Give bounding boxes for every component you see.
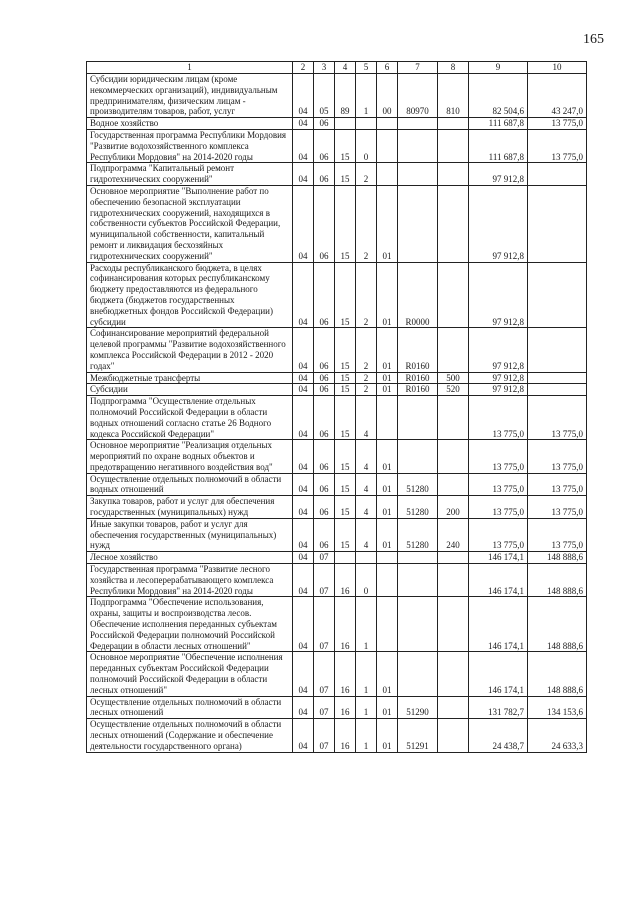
amount-year2-cell: 13 775,0 xyxy=(528,496,587,519)
activity-cell: 01 xyxy=(377,518,398,551)
row-name-cell: Расходы республиканского бюджета, в целях софинансирования которых республиканскому бюджету предоставляются из федерального бюджета (бюджетов государственных внебюджетных фондов Российской Федерации) субсидии xyxy=(87,262,293,328)
program-cell: 16 xyxy=(335,696,356,719)
amount-year2-cell: 13 775,0 xyxy=(528,118,587,130)
row-name-cell: Водное хозяйство xyxy=(87,118,293,130)
activity-cell: 01 xyxy=(377,372,398,384)
expense-type-cell xyxy=(438,652,469,696)
subsection-cell: 06 xyxy=(314,262,335,328)
subprogram-cell xyxy=(356,118,377,130)
amount-year2-cell: 134 153,6 xyxy=(528,696,587,719)
subsection-cell: 07 xyxy=(314,652,335,696)
amount-year2-cell: 148 888,6 xyxy=(528,552,587,564)
activity-cell: 01 xyxy=(377,696,398,719)
direction-cell: 51280 xyxy=(398,496,438,519)
section-cell: 04 xyxy=(293,652,314,696)
row-name-cell: Подпрограмма "Осуществление отдельных полномочий Российской Федерации в области водных отношений согласно статье 26 Водного кодекса Российской Федерации" xyxy=(87,396,293,440)
subprogram-cell: 2 xyxy=(356,328,377,372)
subprogram-cell: 1 xyxy=(356,74,377,118)
direction-cell: 51280 xyxy=(398,473,438,496)
amount-year1-cell: 97 912,8 xyxy=(469,262,528,328)
program-cell: 15 xyxy=(335,372,356,384)
subprogram-cell: 0 xyxy=(356,129,377,162)
col-header: 4 xyxy=(335,62,356,74)
amount-year2-cell: 13 775,0 xyxy=(528,518,587,551)
amount-year1-cell: 13 775,0 xyxy=(469,518,528,551)
activity-cell: 00 xyxy=(377,74,398,118)
row-name-cell: Субсидии юридическим лицам (кроме некоммерческих организаций), индивидуальным предпринимателям, физическим лицам - производителям товаров, работ, услуг xyxy=(87,74,293,118)
table-row xyxy=(87,262,587,328)
program-cell xyxy=(335,552,356,564)
section-cell: 04 xyxy=(293,118,314,130)
amount-year2-cell xyxy=(528,262,587,328)
table-row xyxy=(87,129,587,162)
activity-cell: 01 xyxy=(377,496,398,519)
section-cell: 04 xyxy=(293,440,314,473)
expense-type-cell xyxy=(438,185,469,262)
expense-type-cell: 810 xyxy=(438,74,469,118)
subprogram-cell: 2 xyxy=(356,185,377,262)
table-row xyxy=(87,518,587,551)
amount-year2-cell: 13 775,0 xyxy=(528,440,587,473)
col-header: 10 xyxy=(528,62,587,74)
subsection-cell: 06 xyxy=(314,129,335,162)
section-cell: 04 xyxy=(293,163,314,186)
subsection-cell: 06 xyxy=(314,163,335,186)
direction-cell: R0160 xyxy=(398,384,438,396)
direction-cell: 80970 xyxy=(398,74,438,118)
amount-year2-cell: 43 247,0 xyxy=(528,74,587,118)
amount-year2-cell: 148 888,6 xyxy=(528,564,587,597)
program-cell xyxy=(335,118,356,130)
amount-year2-cell: 13 775,0 xyxy=(528,129,587,162)
amount-year2-cell: 148 888,6 xyxy=(528,597,587,652)
amount-year1-cell: 82 504,6 xyxy=(469,74,528,118)
table-row xyxy=(87,440,587,473)
subprogram-cell: 2 xyxy=(356,163,377,186)
expense-type-cell xyxy=(438,396,469,440)
direction-cell: R0000 xyxy=(398,262,438,328)
direction-cell xyxy=(398,129,438,162)
subprogram-cell: 0 xyxy=(356,564,377,597)
program-cell: 15 xyxy=(335,328,356,372)
amount-year1-cell: 13 775,0 xyxy=(469,396,528,440)
activity-cell xyxy=(377,564,398,597)
row-name-cell: Основное мероприятие "Обеспечение исполнения переданных субъектам Российской Федерации полномочий Российской Федерации в области лесных отношений" xyxy=(87,652,293,696)
amount-year1-cell: 146 174,1 xyxy=(469,564,528,597)
expense-type-cell: 520 xyxy=(438,384,469,396)
amount-year2-cell: 13 775,0 xyxy=(528,473,587,496)
subprogram-cell: 2 xyxy=(356,262,377,328)
activity-cell: 01 xyxy=(377,328,398,372)
col-header: 9 xyxy=(469,62,528,74)
subsection-cell: 06 xyxy=(314,118,335,130)
activity-cell xyxy=(377,552,398,564)
subprogram-cell: 2 xyxy=(356,372,377,384)
row-name-cell: Софинансирование мероприятий федеральной целевой программы "Развитие водохозяйственного комплекса Российской Федерации в 2012 - 2020 годах" xyxy=(87,328,293,372)
col-header: 3 xyxy=(314,62,335,74)
subprogram-cell: 1 xyxy=(356,696,377,719)
section-cell: 04 xyxy=(293,328,314,372)
expense-type-cell xyxy=(438,719,469,752)
row-name-cell: Осуществление отдельных полномочий в области лесных отношений (Содержание и обеспечение деятельности государственного органа) xyxy=(87,719,293,752)
amount-year2-cell xyxy=(528,384,587,396)
subsection-cell: 06 xyxy=(314,372,335,384)
budget-table xyxy=(86,61,587,753)
direction-cell: 51290 xyxy=(398,696,438,719)
expense-type-cell: 200 xyxy=(438,496,469,519)
program-cell: 15 xyxy=(335,384,356,396)
program-cell: 16 xyxy=(335,597,356,652)
amount-year1-cell: 146 174,1 xyxy=(469,552,528,564)
subsection-cell: 06 xyxy=(314,518,335,551)
program-cell: 16 xyxy=(335,719,356,752)
table-row xyxy=(87,696,587,719)
table-row xyxy=(87,163,587,186)
program-cell: 15 xyxy=(335,129,356,162)
direction-cell xyxy=(398,163,438,186)
section-cell: 04 xyxy=(293,552,314,564)
activity-cell: 01 xyxy=(377,473,398,496)
table-row xyxy=(87,652,587,696)
program-cell: 15 xyxy=(335,473,356,496)
amount-year1-cell: 146 174,1 xyxy=(469,652,528,696)
table-row xyxy=(87,372,587,384)
subsection-cell: 06 xyxy=(314,473,335,496)
expense-type-cell xyxy=(438,564,469,597)
table-row xyxy=(87,328,587,372)
section-cell: 04 xyxy=(293,496,314,519)
section-cell: 04 xyxy=(293,518,314,551)
table-row xyxy=(87,185,587,262)
subsection-cell: 07 xyxy=(314,719,335,752)
amount-year1-cell: 97 912,8 xyxy=(469,328,528,372)
activity-cell xyxy=(377,129,398,162)
row-name-cell: Лесное хозяйство xyxy=(87,552,293,564)
amount-year2-cell xyxy=(528,372,587,384)
amount-year1-cell: 111 687,8 xyxy=(469,129,528,162)
subsection-cell: 05 xyxy=(314,74,335,118)
table-row xyxy=(87,564,587,597)
direction-cell xyxy=(398,652,438,696)
activity-cell: 01 xyxy=(377,262,398,328)
activity-cell: 01 xyxy=(377,185,398,262)
col-header: 1 xyxy=(87,62,293,74)
subsection-cell: 06 xyxy=(314,496,335,519)
subprogram-cell: 1 xyxy=(356,719,377,752)
activity-cell xyxy=(377,118,398,130)
section-cell: 04 xyxy=(293,185,314,262)
expense-type-cell xyxy=(438,129,469,162)
row-name-cell: Подпрограмма "Капитальный ремонт гидротехнических сооружений" xyxy=(87,163,293,186)
expense-type-cell xyxy=(438,163,469,186)
subprogram-cell: 4 xyxy=(356,496,377,519)
program-cell: 15 xyxy=(335,262,356,328)
subsection-cell: 06 xyxy=(314,185,335,262)
program-cell: 15 xyxy=(335,518,356,551)
subprogram-cell: 4 xyxy=(356,396,377,440)
subsection-cell: 06 xyxy=(314,440,335,473)
expense-type-cell xyxy=(438,440,469,473)
row-name-cell: Иные закупки товаров, работ и услуг для обеспечения государственных (муниципальных) нужд xyxy=(87,518,293,551)
program-cell: 16 xyxy=(335,564,356,597)
subprogram-cell: 4 xyxy=(356,440,377,473)
amount-year1-cell: 97 912,8 xyxy=(469,163,528,186)
subprogram-cell: 2 xyxy=(356,384,377,396)
row-name-cell: Осуществление отдельных полномочий в области водных отношений xyxy=(87,473,293,496)
amount-year1-cell: 97 912,8 xyxy=(469,372,528,384)
program-cell: 15 xyxy=(335,185,356,262)
expense-type-cell xyxy=(438,552,469,564)
table-row xyxy=(87,552,587,564)
section-cell: 04 xyxy=(293,396,314,440)
row-name-cell: Основное мероприятие "Выполнение работ по обеспечению безопасной эксплуатации гидротехнических сооружений, находящихся в собственности субъектов Российской Федерации, муниципальной собственности, капитальный ремонт и ликвидация бесхозяйных гидротехнических сооружений" xyxy=(87,185,293,262)
activity-cell: 01 xyxy=(377,719,398,752)
direction-cell xyxy=(398,552,438,564)
expense-type-cell xyxy=(438,118,469,130)
program-cell: 15 xyxy=(335,396,356,440)
subprogram-cell: 4 xyxy=(356,518,377,551)
row-name-cell: Субсидии xyxy=(87,384,293,396)
amount-year1-cell: 13 775,0 xyxy=(469,496,528,519)
subsection-cell: 06 xyxy=(314,396,335,440)
subsection-cell: 06 xyxy=(314,384,335,396)
section-cell: 04 xyxy=(293,262,314,328)
subsection-cell: 07 xyxy=(314,552,335,564)
table-header-row xyxy=(87,62,587,74)
table-row xyxy=(87,384,587,396)
subprogram-cell: 1 xyxy=(356,652,377,696)
amount-year1-cell: 13 775,0 xyxy=(469,473,528,496)
table-row xyxy=(87,597,587,652)
direction-cell xyxy=(398,597,438,652)
activity-cell: 01 xyxy=(377,652,398,696)
section-cell: 04 xyxy=(293,473,314,496)
amount-year1-cell: 131 782,7 xyxy=(469,696,528,719)
section-cell: 04 xyxy=(293,384,314,396)
amount-year2-cell: 13 775,0 xyxy=(528,396,587,440)
expense-type-cell xyxy=(438,597,469,652)
expense-type-cell: 500 xyxy=(438,372,469,384)
expense-type-cell xyxy=(438,328,469,372)
table-row xyxy=(87,719,587,752)
expense-type-cell: 240 xyxy=(438,518,469,551)
activity-cell: 01 xyxy=(377,440,398,473)
amount-year2-cell xyxy=(528,328,587,372)
col-header: 7 xyxy=(398,62,438,74)
amount-year1-cell: 111 687,8 xyxy=(469,118,528,130)
expense-type-cell xyxy=(438,696,469,719)
activity-cell: 01 xyxy=(377,384,398,396)
subsection-cell: 07 xyxy=(314,696,335,719)
subsection-cell: 07 xyxy=(314,597,335,652)
direction-cell xyxy=(398,396,438,440)
row-name-cell: Закупка товаров, работ и услуг для обеспечения государственных (муниципальных) нужд xyxy=(87,496,293,519)
expense-type-cell xyxy=(438,473,469,496)
col-header: 6 xyxy=(377,62,398,74)
amount-year1-cell: 24 438,7 xyxy=(469,719,528,752)
program-cell: 16 xyxy=(335,652,356,696)
amount-year1-cell: 97 912,8 xyxy=(469,185,528,262)
subprogram-cell: 4 xyxy=(356,473,377,496)
direction-cell: 51291 xyxy=(398,719,438,752)
activity-cell xyxy=(377,597,398,652)
amount-year2-cell xyxy=(528,185,587,262)
table-row xyxy=(87,118,587,130)
section-cell: 04 xyxy=(293,696,314,719)
col-header: 2 xyxy=(293,62,314,74)
section-cell: 04 xyxy=(293,372,314,384)
subsection-cell: 06 xyxy=(314,328,335,372)
table-row xyxy=(87,74,587,118)
row-name-cell: Подпрограмма "Обеспечение использования, охраны, защиты и воспроизводства лесов. Обеспечение исполнения переданных субъектам Российской Федерации полномочий Российской Федерации в области лесных отношений" xyxy=(87,597,293,652)
subprogram-cell xyxy=(356,552,377,564)
row-name-cell: Государственная программа Республики Мордовия "Развитие водохозяйственного комплекса Республики Мордовия" на 2014-2020 годы xyxy=(87,129,293,162)
table-row xyxy=(87,496,587,519)
table-row xyxy=(87,473,587,496)
direction-cell: R0160 xyxy=(398,372,438,384)
row-name-cell: Межбюджетные трансферты xyxy=(87,372,293,384)
direction-cell xyxy=(398,440,438,473)
subsection-cell: 07 xyxy=(314,564,335,597)
activity-cell xyxy=(377,163,398,186)
amount-year1-cell: 146 174,1 xyxy=(469,597,528,652)
page-number: 165 xyxy=(583,32,604,47)
direction-cell: 51280 xyxy=(398,518,438,551)
section-cell: 04 xyxy=(293,719,314,752)
row-name-cell: Осуществление отдельных полномочий в области лесных отношений xyxy=(87,696,293,719)
amount-year2-cell: 148 888,6 xyxy=(528,652,587,696)
program-cell: 15 xyxy=(335,163,356,186)
col-header: 8 xyxy=(438,62,469,74)
section-cell: 04 xyxy=(293,129,314,162)
direction-cell xyxy=(398,185,438,262)
direction-cell xyxy=(398,564,438,597)
section-cell: 04 xyxy=(293,564,314,597)
amount-year2-cell xyxy=(528,163,587,186)
section-cell: 04 xyxy=(293,74,314,118)
program-cell: 89 xyxy=(335,74,356,118)
program-cell: 15 xyxy=(335,440,356,473)
amount-year2-cell: 24 633,3 xyxy=(528,719,587,752)
table-row xyxy=(87,396,587,440)
amount-year1-cell: 97 912,8 xyxy=(469,384,528,396)
col-header: 5 xyxy=(356,62,377,74)
subprogram-cell: 1 xyxy=(356,597,377,652)
amount-year1-cell: 13 775,0 xyxy=(469,440,528,473)
program-cell: 15 xyxy=(335,496,356,519)
row-name-cell: Основное мероприятие "Реализация отдельных мероприятий по охране водных объектов и предотвращению негативного воздействия вод" xyxy=(87,440,293,473)
direction-cell xyxy=(398,118,438,130)
expense-type-cell xyxy=(438,262,469,328)
direction-cell: R0160 xyxy=(398,328,438,372)
row-name-cell: Государственная программа "Развитие лесного хозяйства и лесоперерабатывающего комплекса Республики Мордовия" на 2014-2020 годы xyxy=(87,564,293,597)
activity-cell xyxy=(377,396,398,440)
section-cell: 04 xyxy=(293,597,314,652)
